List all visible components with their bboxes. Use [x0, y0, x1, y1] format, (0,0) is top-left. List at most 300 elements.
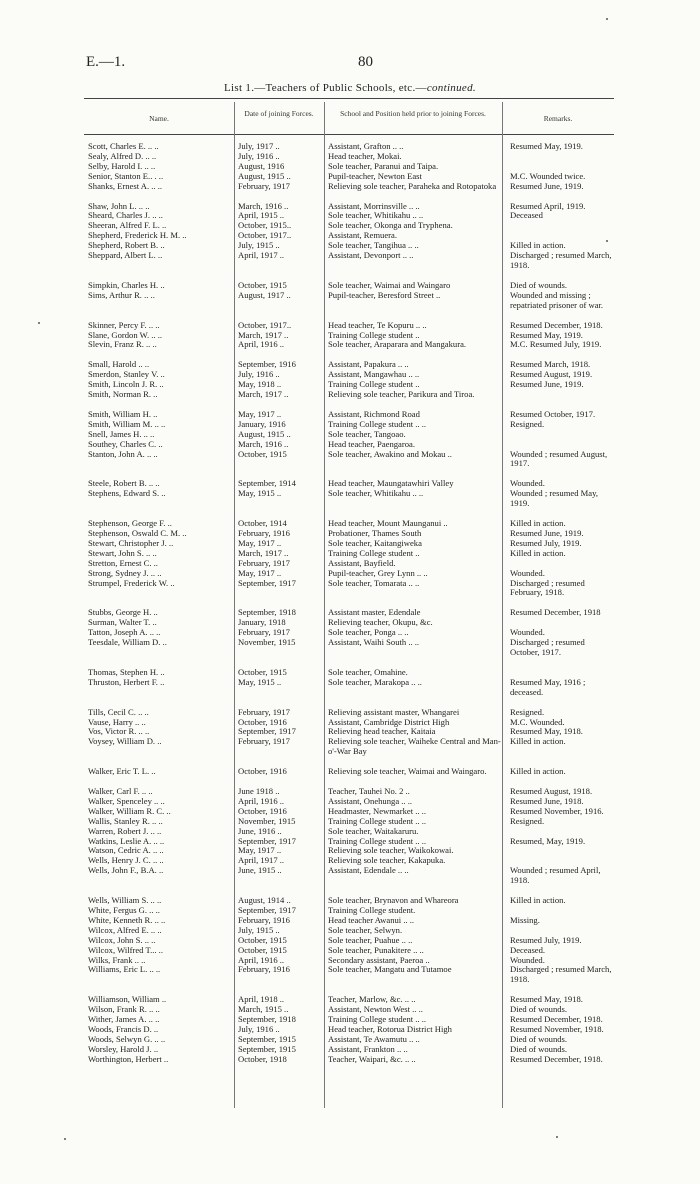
school-position: Relieving teacher, Okupu, &c. — [328, 617, 433, 628]
school-position: Relieving head teacher, Kaitaia — [328, 726, 436, 737]
date-joined: August, 1915 .. — [238, 171, 291, 181]
table-row — [84, 638, 614, 658]
remarks: Resumed June, 1918. — [510, 795, 584, 806]
date-joined: February, 1916 — [238, 965, 290, 975]
teacher-name: Williamson, William .. — [88, 995, 167, 1005]
school-position: Assistant, Edendale .. .. — [328, 865, 409, 876]
date-joined: September, 1917 — [238, 727, 296, 737]
date-joined: February, 1917 — [238, 628, 290, 638]
teacher-name: Wilcox, Wilfred T... .. — [88, 945, 163, 955]
list-title — [0, 82, 700, 94]
date-joined: July, 1916 .. — [238, 1024, 280, 1034]
school-position: Assistant, Newton West .. .. — [328, 1004, 423, 1015]
column-header-date: Date of joining Forces. — [244, 109, 314, 118]
teacher-name: Smith, Norman R. .. — [88, 390, 158, 400]
teacher-name: Thruston, Herbert F. .. — [88, 677, 165, 687]
table-row — [84, 708, 614, 718]
remarks: Killed in action. — [510, 736, 566, 747]
remarks — [502, 846, 614, 856]
school-position: Secondary assistant, Paeroa .. — [328, 954, 430, 965]
school-position: Relieving sole teacher, Waikokowai. — [328, 845, 454, 856]
teacher-name: Wither, James A. .. .. — [88, 1015, 160, 1025]
school-position: Training College student .. .. — [328, 815, 427, 826]
date-joined: May, 1915 .. — [238, 489, 282, 499]
date-joined: October, 1915 — [238, 935, 287, 945]
table-row-group — [84, 767, 614, 777]
column-header-remarks: Remarks. — [543, 114, 573, 123]
table-row-group — [84, 479, 614, 509]
remarks: Resumed December, 1918 — [510, 607, 601, 618]
teacher-name: Sheppard, Albert L. .. — [88, 251, 163, 261]
remarks: Resumed May, 1919. — [510, 141, 583, 151]
school-position: Assistant, Cambridge District High — [328, 716, 450, 727]
school-position: Teacher, Marlow, &c. .. .. — [328, 994, 416, 1005]
remarks: Wounded ; resumed August, 1917. — [510, 448, 608, 469]
school-position: Sole teacher, Whitikahu .. .. — [328, 210, 424, 221]
scan-speck — [64, 1138, 66, 1140]
school-position: Sole teacher, Araparara and Mangakura. — [328, 339, 467, 350]
remarks: Died of wounds. — [510, 1043, 568, 1054]
remarks: M.C. Resumed July, 1919. — [510, 339, 602, 350]
remarks: Wounded and missing ; repatriated prisoner of war. — [510, 289, 604, 310]
teacher-name: Stanton, John A. .. .. — [88, 449, 158, 459]
date-joined: September, 1917 — [238, 906, 296, 915]
remarks: M.C. Wounded. — [510, 716, 565, 727]
remarks: Resumed June, 1919. — [510, 379, 584, 390]
date-joined: September, 1917 — [238, 836, 296, 846]
date-joined: February, 1917 — [238, 558, 290, 568]
date-joined: April, 1915 .. — [238, 211, 285, 221]
teacher-name: Walker, Eric T. L. .. — [88, 767, 156, 777]
list-title-main: List 1.—Teachers of Public Schools, etc.— — [224, 82, 427, 94]
teacher-name: Shanks, Ernest A. .. .. — [88, 181, 162, 191]
teacher-name: White, Fergus G. .. .. — [88, 906, 160, 915]
date-joined: April, 1917 .. — [238, 856, 285, 866]
date-joined: July, 1916 .. — [238, 370, 280, 380]
page-number: 80 — [358, 54, 373, 70]
date-joined: October, 1916 — [238, 767, 287, 777]
school-position: Head teacher, Te Kopuru .. .. — [328, 319, 427, 330]
date-joined: March, 1915 .. — [238, 1005, 289, 1015]
remarks — [502, 430, 614, 440]
date-joined: November, 1915 — [238, 638, 296, 648]
teacher-name: Vos, Victor R. .. .. — [88, 727, 150, 737]
header-bottom-rule — [84, 134, 614, 135]
table-row — [84, 1055, 614, 1065]
remarks: Killed in action. — [510, 766, 566, 777]
teacher-name: Stubbs, George H. .. — [88, 608, 158, 618]
teacher-name: Southey, Charles C. .. — [88, 439, 163, 449]
teacher-name: Shaw, John L. .. .. — [88, 201, 150, 211]
date-joined: February, 1917 — [238, 737, 290, 747]
teacher-name: Stewart, Christopher J. .. — [88, 538, 174, 548]
scan-speck — [556, 1136, 558, 1138]
school-position: Head teacher Awanui .. .. — [328, 914, 415, 925]
school-position: Teacher, Tauhei No. 2 .. — [328, 786, 410, 797]
teacher-name: Selby, Harold I. .. .. — [88, 161, 156, 171]
school-position: Assistant master, Edendale — [328, 607, 421, 618]
teacher-name: Walker, Spenceley .. .. — [88, 796, 165, 806]
teacher-name: Wilcox, John S. .. .. — [88, 935, 156, 945]
table-row — [84, 321, 614, 331]
teacher-name: Wallis, Stanley R. .. .. — [88, 816, 163, 826]
date-joined: May, 1917 .. — [238, 568, 282, 578]
teacher-name: Stephenson, Oswald C. M. .. — [88, 529, 187, 538]
school-position: Sole teacher, Waitakaruru. — [328, 825, 419, 836]
date-joined: January, 1918 — [238, 618, 286, 628]
school-position: Assistant, Frankton .. .. — [328, 1043, 408, 1054]
school-position: Head teacher, Rotorua District High — [328, 1023, 452, 1034]
date-joined: July, 1916 .. — [238, 151, 280, 161]
date-joined: July, 1915 .. — [238, 925, 280, 935]
school-position: Head teacher, Paengaroa. — [328, 438, 415, 449]
date-joined: October, 1914 — [238, 519, 287, 529]
remarks: Resumed April, 1919. — [510, 200, 586, 211]
school-position: Assistant, Remuera. — [328, 230, 397, 241]
remarks: Resumed June, 1919. — [510, 528, 584, 538]
table-row — [84, 866, 614, 886]
date-joined: February, 1917 — [238, 181, 290, 191]
remarks: Discharged ; resumed March, 1918. — [510, 250, 612, 270]
column-header-school: School and Position held prior to joining Forces. — [340, 109, 486, 118]
teacher-name: Sims, Arthur R. .. .. — [88, 290, 155, 300]
table-row-group — [84, 519, 614, 598]
remarks: Resumed November, 1916. — [510, 805, 604, 816]
teacher-name: Slane, Gordon W. .. .. — [88, 330, 162, 340]
date-joined: September, 1918 — [238, 1015, 296, 1025]
table-row-group — [84, 281, 614, 311]
teacher-name: Sheard, Charles J. .. .. — [88, 211, 163, 221]
table-row-group — [84, 321, 614, 351]
date-joined: June, 1915 .. — [238, 866, 282, 876]
date-joined: April, 1918 .. — [238, 995, 285, 1005]
date-joined: August, 1916 — [238, 161, 285, 171]
table-row — [84, 965, 614, 985]
school-position: Relieving assistant master, Whangarei — [328, 706, 460, 717]
date-joined: March, 1917 .. — [238, 330, 289, 340]
date-joined: May, 1915 .. — [238, 677, 282, 687]
remarks: Missing. — [510, 914, 540, 925]
school-position: Sole teacher, Waimai and Waingaro — [328, 279, 451, 290]
remarks: Resumed, May, 1919. — [510, 835, 586, 846]
teacher-name: Surman, Walter T. .. — [88, 618, 157, 628]
remarks: Resumed December, 1918. — [510, 1014, 603, 1025]
school-position: Sole teacher, Tangoao. — [328, 428, 406, 439]
teacher-name: Tills, Cecil C. .. .. — [88, 707, 149, 717]
teacher-name: Thomas, Stephen H. .. — [88, 667, 165, 677]
table-row — [84, 291, 614, 311]
school-position: Head teacher, Mokai. — [328, 150, 402, 161]
school-position: Sole teacher, Marakopa .. .. — [328, 676, 422, 687]
date-joined: November, 1915 — [238, 816, 296, 826]
school-position: Training College student .. .. — [328, 1014, 427, 1025]
school-position: Assistant, Devonport .. .. — [328, 250, 414, 261]
teacher-name: Walker, William R. C. .. — [88, 806, 171, 816]
school-position: Sole teacher, Brynavon and Whareora — [328, 895, 459, 906]
school-position: Sole teacher, Selwyn. — [328, 924, 403, 935]
date-joined: April, 1917 .. — [238, 251, 285, 261]
school-position: Sole teacher, Ponga .. .. — [328, 627, 409, 638]
teacher-name: Sheeran, Alfred F. L. .. — [88, 221, 167, 231]
table-top-rule — [84, 98, 614, 99]
teacher-name: Tatton, Joseph A. .. .. — [88, 628, 161, 638]
date-joined: May, 1917 .. — [238, 409, 282, 419]
table-row — [84, 737, 614, 757]
school-position: Assistant, Te Awamutu .. .. — [328, 1033, 420, 1044]
remarks: Resumed December, 1918. — [510, 1053, 603, 1064]
school-position: Sole teacher, Puahue .. .. — [328, 934, 413, 945]
table-row-group — [84, 995, 614, 1064]
teacher-name: Small, Harold .. .. — [88, 360, 150, 370]
date-joined: August, 1917 .. — [238, 290, 291, 300]
date-joined: January, 1916 — [238, 419, 286, 429]
date-joined: March, 1917 .. — [238, 390, 289, 400]
date-joined: May, 1918 .. — [238, 380, 282, 390]
school-position: Training College student .. .. — [328, 418, 427, 429]
teacher-name: Stephenson, George F. .. — [88, 519, 172, 529]
remarks: Died of wounds. — [510, 1004, 568, 1015]
teacher-name: Watson, Cedric A. .. .. — [88, 846, 164, 856]
teacher-name: White, Kenneth R. .. .. — [88, 915, 166, 925]
date-joined: October, 1915 — [238, 945, 287, 955]
school-position: Training College student. — [328, 905, 416, 915]
date-joined: February, 1916 — [238, 529, 290, 538]
school-position: Teacher, Waipari, &c. .. .. — [328, 1053, 416, 1064]
teacher-name: Stephens, Edward S. .. — [88, 489, 166, 499]
school-position: Probationer, Thames South — [328, 528, 422, 538]
table-row-group — [84, 608, 614, 658]
date-joined: March, 1916 .. — [238, 439, 289, 449]
school-position: Relieving sole teacher, Kakapuka. — [328, 855, 446, 866]
teacher-name: Simpkin, Charles H. .. — [88, 280, 165, 290]
teacher-name: Worsley, Harold J. .. — [88, 1044, 159, 1054]
school-position: Sole teacher, Omahine. — [328, 666, 408, 677]
table-row-group — [84, 668, 614, 698]
date-joined: March, 1916 .. — [238, 201, 289, 211]
school-position: Sole teacher, Tangihua .. .. — [328, 240, 419, 251]
date-joined: September, 1914 — [238, 479, 296, 489]
table-body — [84, 142, 614, 1075]
remarks: Died of wounds. — [510, 1033, 568, 1044]
table-row — [84, 767, 614, 777]
table-row-group — [84, 410, 614, 469]
remarks: Killed in action. — [510, 895, 566, 906]
remarks: Resumed May, 1919. — [510, 329, 583, 340]
school-position: Sole teacher, Whitikahu .. .. — [328, 488, 424, 499]
remarks: Wounded ; resumed May, 1919. — [510, 488, 599, 509]
remarks: Deceased — [510, 210, 543, 221]
teacher-name: Voysey, William D. .. — [88, 737, 162, 747]
school-position: Assistant, Waihi South .. .. — [328, 637, 420, 648]
table-row-group — [84, 896, 614, 985]
date-joined: September, 1915 — [238, 1044, 296, 1054]
table-row — [84, 450, 614, 470]
teacher-name: Skinner, Percy F. .. .. — [88, 320, 160, 330]
school-position: Sole teacher, Awakino and Mokau .. — [328, 448, 452, 459]
teacher-name: Warren, Robert J. .. .. — [88, 826, 162, 836]
table-row — [84, 182, 614, 192]
table-row — [84, 340, 614, 350]
teacher-name: Strumpel, Frederick W. .. — [88, 578, 175, 588]
school-position: Sole teacher, Tomarata .. .. — [328, 577, 420, 588]
teacher-name: Slevin, Franz R. .. .. — [88, 340, 157, 350]
school-position: Assistant, Onehunga .. .. — [328, 795, 413, 806]
school-position: Training College student .. .. — [328, 835, 427, 846]
remarks: Wounded ; resumed April, 1918. — [510, 865, 601, 886]
school-position: Training College student .. — [328, 329, 420, 340]
school-position: Relieving sole teacher, Waimai and Waingaro. — [328, 766, 487, 777]
document-code: E.—1. — [86, 54, 126, 70]
date-joined: February, 1917 — [238, 707, 290, 717]
teacher-name: Smerdon, Stanley V. .. — [88, 370, 165, 380]
date-joined: May, 1917 .. — [238, 538, 282, 548]
teacher-name: Senior, Stanton E.. . .. — [88, 171, 164, 181]
teacher-name: Sealy, Alfred D. .. .. — [88, 151, 157, 161]
table-row-group — [84, 360, 614, 400]
teacher-name: Strong, Sydney J. .. .. — [88, 568, 162, 578]
teacher-name: Woods, Francis D. .. — [88, 1024, 159, 1034]
remarks: Resumed August, 1918. — [510, 786, 593, 797]
remarks: Resumed November, 1918. — [510, 1023, 604, 1034]
table-row — [84, 678, 614, 698]
teacher-name: Snell, James H. .. .. — [88, 429, 155, 439]
school-position: Assistant, Mangawhau .. .. — [328, 369, 420, 380]
date-joined: October, 1915 — [238, 280, 287, 290]
remarks: Discharged ; resumed March, 1918. — [510, 964, 612, 985]
school-position: Training College student .. — [328, 547, 420, 558]
date-joined: September, 1918 — [238, 608, 296, 618]
teacher-name: Shepherd, Robert B. .. — [88, 241, 165, 251]
teacher-name: Wilks, Frank .. .. — [88, 955, 146, 965]
school-position: Sole teacher, Mangatu and Tutamoe — [328, 964, 452, 975]
date-joined: October, 1915 — [238, 449, 287, 459]
teacher-name: Steele, Robert B. .. .. — [88, 479, 160, 489]
remarks: Resumed June, 1919. — [510, 180, 584, 191]
school-position: Headmaster, Newmarket .. .. — [328, 805, 426, 816]
school-position: Sole teacher, Okonga and Tryphena. — [328, 220, 453, 231]
school-position: Pupil-teacher, Grey Lynn .. .. — [328, 567, 428, 578]
date-joined: October, 1918 — [238, 1054, 287, 1064]
remarks: Resumed August, 1919. — [510, 369, 593, 380]
date-joined: February, 1916 — [238, 915, 290, 925]
remarks: Resumed March, 1918. — [510, 359, 591, 370]
date-joined: March, 1917 .. — [238, 548, 289, 558]
school-position: Pupil-teacher, Newton East — [328, 170, 422, 181]
remarks: Resumed December, 1918. — [510, 319, 603, 330]
remarks: Killed in action. — [510, 240, 566, 251]
teacher-name: Teesdale, William D. .. — [88, 638, 167, 648]
date-joined: May, 1917 .. — [238, 846, 282, 856]
remarks: Resigned. — [510, 815, 545, 826]
date-joined: October, 1915 — [238, 667, 287, 677]
date-joined: October, 1916 — [238, 806, 287, 816]
school-position: Sole teacher, Paranui and Taipa. — [328, 160, 439, 171]
school-position: Relieving sole teacher, Paraheka and Rotopatoka — [328, 180, 497, 191]
remarks: Wounded. — [510, 627, 545, 638]
column-header-name: Name. — [149, 114, 169, 123]
remarks: Wounded. — [510, 478, 545, 489]
date-joined: April, 1916 .. — [238, 340, 285, 350]
remarks: Resumed October, 1917. — [510, 408, 596, 419]
date-joined: September, 1917 — [238, 578, 296, 588]
remarks: Wounded. — [510, 954, 545, 965]
teacher-name: Smith, William M. .. .. — [88, 419, 166, 429]
date-joined: July, 1915 .. — [238, 241, 280, 251]
school-position: Relieving sole teacher, Waiheke Central and Man-o'-War Bay — [328, 736, 501, 757]
date-joined: October, 1915.. — [238, 221, 292, 231]
date-joined: July, 1917 .. — [238, 142, 280, 151]
teacher-name: Worthington, Herbert .. — [88, 1054, 169, 1064]
date-joined: October, 1916 — [238, 717, 287, 727]
table-row — [84, 489, 614, 509]
remarks: Deceased. — [510, 944, 546, 955]
table-row-group — [84, 787, 614, 886]
date-joined: June, 1916 .. — [238, 826, 282, 836]
date-joined: September, 1915 — [238, 1034, 296, 1044]
school-position: Assistant, Grafton .. .. — [328, 141, 404, 151]
school-position: Sole teacher, Kaitangiweka — [328, 537, 422, 548]
scan-speck — [38, 322, 40, 324]
teacher-name: Stretton, Ernest C. .. — [88, 558, 158, 568]
teacher-name: Woods, Selwyn G. .. .. — [88, 1034, 166, 1044]
remarks: Wounded. — [510, 567, 545, 578]
remarks — [502, 221, 614, 231]
table-row-group — [84, 202, 614, 271]
remarks: Resumed May, 1916 ; deceased. — [510, 676, 586, 697]
teacher-name: Williams, Eric L. .. .. — [88, 965, 161, 975]
scan-speck — [606, 18, 608, 20]
school-position: Assistant, Richmond Road — [328, 408, 420, 419]
teacher-name: Smith, William H. .. — [88, 409, 158, 419]
school-position: Relieving sole teacher, Parikura and Tiroa. — [328, 389, 475, 400]
teacher-name: Walker, Carl F. .. .. — [88, 787, 153, 797]
list-title-continued: continued. — [426, 82, 476, 94]
table-row — [84, 390, 614, 400]
teacher-name: Wells, William S. .. .. — [88, 896, 162, 906]
remarks: Resumed July, 1919. — [510, 537, 582, 548]
remarks: Discharged ; resumed October, 1917. — [510, 637, 585, 657]
teacher-name: Wells, Henry J. C. .. .. — [88, 856, 164, 866]
remarks: Resumed May, 1918. — [510, 994, 583, 1005]
date-joined: August, 1914 .. — [238, 896, 291, 906]
teacher-name: Wilson, Frank R. .. .. — [88, 1005, 160, 1015]
remarks: Resumed May, 1918. — [510, 726, 583, 737]
teacher-name: Scott, Charles E. .. .. — [88, 142, 159, 151]
table-row — [84, 251, 614, 271]
school-position: Assistant, Papakura .. .. — [328, 359, 409, 370]
school-position: Head teacher, Mount Maunganui .. — [328, 518, 448, 529]
remarks: Killed in action. — [510, 518, 566, 529]
remarks — [502, 390, 614, 400]
school-position: Assistant, Bayfield. — [328, 557, 396, 568]
date-joined: September, 1916 — [238, 360, 296, 370]
teacher-name: Stewart, John S. .. .. — [88, 548, 157, 558]
remarks: Died of wounds. — [510, 279, 568, 290]
date-joined: August, 1915 .. — [238, 429, 291, 439]
teacher-name: Watkins, Leslie A. .. .. — [88, 836, 165, 846]
remarks: Discharged ; resumed February, 1918. — [510, 577, 585, 598]
date-joined: June 1918 .. — [238, 787, 280, 797]
teacher-name: Wilcox, Alfred E. .. .. — [88, 925, 162, 935]
teacher-name: Smith, Lincoln J. R. .. — [88, 380, 164, 390]
scan-speck — [606, 240, 608, 242]
date-joined: October, 1917.. — [238, 320, 292, 330]
teacher-name: Shepherd, Frederick H. M. .. — [88, 231, 187, 241]
school-position: Pupil-teacher, Beresford Street .. — [328, 289, 441, 300]
date-joined: April, 1916 .. — [238, 955, 285, 965]
remarks: Killed in action. — [510, 547, 566, 558]
remarks: Resigned. — [510, 418, 545, 429]
